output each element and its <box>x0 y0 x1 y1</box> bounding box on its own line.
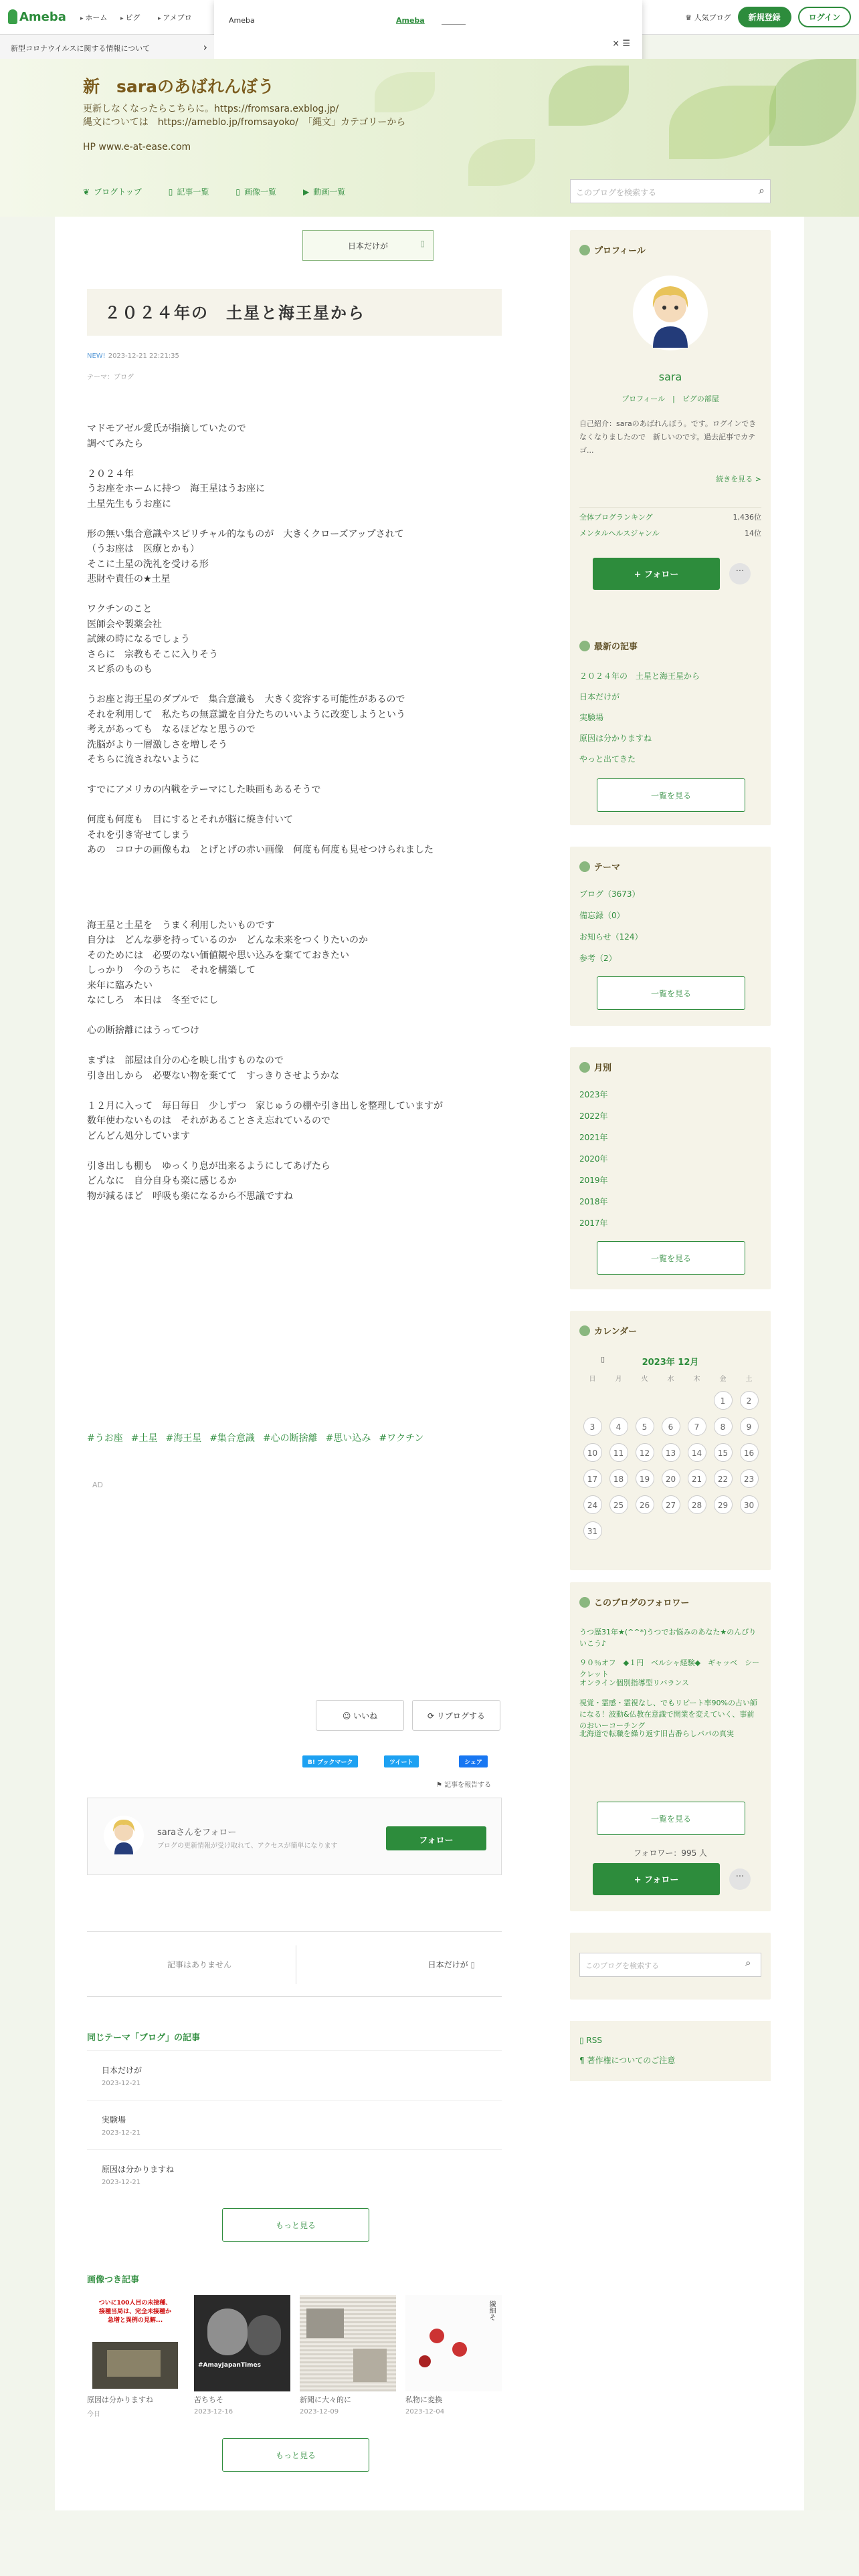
image-entry-date: 2023-12-09 <box>300 2408 339 2416</box>
theme-link[interactable]: お知らせ（124） <box>579 932 643 942</box>
entry-body <box>87 421 502 1219</box>
same-theme-more-button[interactable]: もっと見る <box>222 2208 369 2242</box>
profile-box <box>570 230 771 649</box>
calendar-day[interactable]: 19 <box>636 1469 654 1488</box>
calendar-day[interactable]: 14 <box>688 1443 706 1462</box>
calendar-cell <box>736 1465 762 1491</box>
covid-info-bar[interactable]: 新型コロナウイルスに関する情報について › <box>0 35 214 59</box>
calendar-cell <box>684 1413 710 1439</box>
same-theme-date: 2023-12-21 <box>102 2179 141 2186</box>
header-search-input[interactable]: このブログを検索する ⌕ <box>570 179 771 203</box>
month-link[interactable]: 2022年 <box>579 1111 608 1121</box>
nav-ameblo[interactable]: ▸ アメブロ <box>158 12 192 23</box>
side-search-input[interactable]: このブログを検索する <box>579 1953 761 1977</box>
thumbnail-image: 繊細そ <box>405 2295 502 2391</box>
copyright-link[interactable]: ¶ 著作権についてのご注意 <box>579 2056 676 2065</box>
blog-nav <box>83 186 345 197</box>
calendar-day[interactable]: 1 <box>714 1391 733 1410</box>
leaf-icon <box>579 641 590 651</box>
calendar-cell <box>736 1387 762 1413</box>
calendar-day[interactable]: 30 <box>740 1495 759 1514</box>
calendar-day[interactable]: 7 <box>688 1417 706 1436</box>
sidebar-footer-links <box>570 2021 771 2081</box>
blog-description-3: HP www.e-at-ease.com <box>83 142 191 152</box>
month-link[interactable]: 2021年 <box>579 1133 608 1142</box>
month-link[interactable]: 2019年 <box>579 1176 608 1185</box>
followers-heading: このブログのフォロワー <box>579 1596 689 1608</box>
calendar-cell <box>579 1413 605 1439</box>
monthly-more-button[interactable]: 一覧を見る <box>597 1241 745 1275</box>
entry-date <box>87 352 179 360</box>
reblog-icon: ⟳ <box>427 1711 437 1721</box>
rss-link[interactable]: ▯ RSS <box>579 2036 602 2045</box>
search-icon[interactable]: ⌕ <box>745 1957 751 1969</box>
monthly-heading: 月別 <box>579 1061 611 1073</box>
follow-box <box>87 1798 502 1875</box>
image-entries-heading: 画像つき記事 <box>87 2275 140 2285</box>
popup-divider <box>442 24 466 25</box>
more-options-button[interactable]: ··· <box>729 1868 751 1890</box>
entry-paragraph: 心の断捨離にはうってつけ <box>87 1025 199 1036</box>
theme-link[interactable]: 参考（2） <box>579 954 617 963</box>
calendar-cell <box>710 1465 736 1491</box>
leaf-icon <box>579 1597 590 1608</box>
image-entry-title: 新聞に大々的に <box>300 2395 351 2404</box>
calendar-day[interactable]: 2 <box>740 1391 759 1410</box>
nav-video-list[interactable]: ▶ 動画一覧 <box>302 187 346 197</box>
weekday-label: 金 <box>719 1375 727 1383</box>
calendar-day[interactable]: 11 <box>609 1443 628 1462</box>
image-entry-date: 2023-12-16 <box>194 2408 233 2416</box>
latest-entry-link[interactable]: やっと出てきた <box>579 754 636 764</box>
calendar-day[interactable]: 9 <box>740 1417 759 1436</box>
calendar-table <box>579 1368 762 1543</box>
nav-entry-list[interactable]: ▯ 記事一覧 <box>168 187 209 197</box>
calendar-cell <box>736 1491 762 1517</box>
popup-title: Ameba <box>229 16 255 25</box>
calendar-day[interactable]: 18 <box>609 1469 628 1488</box>
profile-name[interactable]: sara <box>658 370 682 383</box>
calendar-day[interactable]: 26 <box>636 1495 654 1514</box>
pigg-room-link[interactable]: ピグの部屋 <box>682 395 719 403</box>
entry-paragraph: すでにアメリカの内戦をテーマにした映画もあるそうで <box>87 784 321 795</box>
nav-image-list[interactable]: ▯ 画像一覧 <box>235 187 276 197</box>
followers-box <box>570 1582 771 1911</box>
ranking-row[interactable]: メンタルヘルスジャンル 14位 <box>579 529 761 538</box>
same-theme-title: 原因は分かりますね <box>102 2165 175 2174</box>
calendar-prev-icon[interactable]: ▯ <box>601 1355 605 1364</box>
month-link[interactable]: 2020年 <box>579 1154 608 1164</box>
same-theme-heading: 同じテーマ「ブログ」の記事 <box>87 2033 201 2043</box>
follower-count: フォロワー：995 人 <box>633 1848 708 1858</box>
calendar-cell <box>632 1491 658 1517</box>
calendar-cell <box>632 1413 658 1439</box>
hashtag-link[interactable]: #集合意識 <box>209 1433 255 1444</box>
calendar-cell <box>736 1517 762 1543</box>
same-theme-date: 2023-12-21 <box>102 2080 141 2087</box>
calendar-cell <box>632 1517 658 1543</box>
leaf-icon <box>579 861 590 872</box>
profile-follow-button[interactable]: + フォロー <box>593 558 720 590</box>
same-theme-date: 2023-12-21 <box>102 2129 141 2137</box>
calendar-day[interactable]: 6 <box>662 1417 680 1436</box>
calendar-day[interactable]: 12 <box>636 1443 654 1462</box>
profile-intro: 自己紹介：saraのあばれんぼう。です。ログインできなくなりましたので 新しいのです。過去記事でカテゴ... <box>579 419 757 455</box>
profile-heading: プロフィール <box>579 243 646 256</box>
calendar-cell <box>684 1517 710 1543</box>
followers-follow-button[interactable]: + フォロー <box>593 1863 720 1895</box>
same-theme-row[interactable] <box>87 2149 502 2197</box>
hashtag-link[interactable]: #心の断捨離 <box>262 1433 318 1444</box>
calendar-day[interactable]: 16 <box>740 1443 759 1462</box>
calendar-cell <box>605 1491 632 1517</box>
leaf-decoration <box>669 86 776 159</box>
leaf-icon <box>579 245 590 255</box>
calendar-cell <box>658 1517 684 1543</box>
follower-link[interactable]: ９０％オフ ◆１円 ベルシャ経験◆ ギャッベ シークレット <box>579 1658 760 1679</box>
image-entry-card[interactable] <box>300 2295 396 2416</box>
follower-link[interactable]: 北海道で転職を繰り返す旧吉番らしバパの真実 <box>579 1729 734 1738</box>
image-entry-date: 今日 <box>87 2411 100 2418</box>
latest-more-button[interactable]: 一覧を見る <box>597 778 745 812</box>
entry-paragraph: うお座と海王星のダブルで 集合意識も 大きく変容する可能性があるので それを利用して 私たちの無意識を自分たちのいいように改変しようという 考えがあっても なるほどなと思うので 洗脳がより一層激しさを増しそう そちらに流されないように <box>87 694 405 765</box>
weekday-label: 火 <box>641 1375 648 1383</box>
calendar-cell <box>684 1439 710 1465</box>
image-entry-title: 原因は分かりますね <box>87 2395 153 2404</box>
calendar-cell <box>632 1465 658 1491</box>
follow-subtext: ブログの更新情報が受け取れて、アクセスが簡単になります <box>157 1842 338 1850</box>
same-theme-title: 日本だけが <box>102 2066 142 2075</box>
avatar <box>104 1816 144 1856</box>
calendar-cell <box>579 1387 605 1413</box>
date-text: 2023-12-21 22:21:35 <box>108 352 179 360</box>
leaf-icon <box>579 1325 590 1336</box>
thumbnail-image: ついに100人目の未接種、 接種当局は、完全未接種か 急増と異例の見解... <box>87 2295 183 2391</box>
leaf-decoration <box>549 66 629 126</box>
entry-paragraph: まずは 部屋は自分の心を映し出すものなので 引き出しから 必要ない物を棄てて すっきりさせようかな <box>87 1055 340 1081</box>
popup-link[interactable]: Ameba <box>396 16 425 25</box>
hashtag-link[interactable]: #うお座 <box>87 1433 123 1444</box>
calendar-cell <box>605 1517 632 1543</box>
signup-button[interactable]: 新規登録 <box>738 7 791 27</box>
calendar-cell <box>710 1387 736 1413</box>
blog-description-2: 縄文については https://ameblo.jp/fromsayoko/ 「縄文」カテゴリーから <box>83 117 406 128</box>
calendar-cell <box>684 1387 710 1413</box>
profile-link[interactable]: プロフィール <box>622 395 666 403</box>
ameba-figure-icon <box>8 9 17 24</box>
next-entry[interactable]: 日本だけが ▯ <box>428 1959 475 1970</box>
calendar-month: 2023年 12月 <box>642 1358 699 1368</box>
prev-entry: 記事はありません <box>167 1960 232 1969</box>
weekday-label: 日 <box>589 1375 596 1383</box>
calendar-day[interactable]: 28 <box>688 1495 706 1514</box>
calendar-day[interactable]: 25 <box>609 1495 628 1514</box>
ranking-list <box>579 507 761 544</box>
followers-more-button[interactable]: 一覧を見る <box>597 1802 745 1835</box>
entry-paragraph: 何度も何度も 目にするとそれが脳に焼き付いて それを引き寄せてしまう あの コロナの画像もね とげとげの赤い画像 何度も何度も見せつけられました <box>87 815 434 855</box>
calendar-day[interactable]: 22 <box>714 1469 733 1488</box>
entry-paragraph: ワクチンのこと 医師会や製薬会社 試練の時になるでしょう さらに 宗教もそこに入りそう スピ系のものも <box>87 604 218 675</box>
document-icon: ▯ <box>168 187 173 197</box>
calendar-cell <box>736 1439 762 1465</box>
calendar-cell <box>579 1491 605 1517</box>
latest-entry-link[interactable]: 実験場 <box>579 713 604 722</box>
calendar-cell <box>579 1465 605 1491</box>
copyright-icon: ¶ <box>579 2056 587 2065</box>
image-entries-more-button[interactable]: もっと見る <box>222 2438 369 2472</box>
next-entry-tab[interactable]: 日本だけが ▯ <box>302 230 434 261</box>
follow-title: saraさんをフォロー <box>157 1828 237 1838</box>
image-entry-card[interactable] <box>87 2295 183 2418</box>
flag-icon: ⚑ <box>436 1782 445 1789</box>
entry-pager <box>87 1931 502 1997</box>
profile-links: プロフィール | ピグの部屋 <box>622 395 719 403</box>
calendar-day[interactable]: 24 <box>583 1495 602 1514</box>
leaf-icon: ❦ <box>83 187 90 197</box>
calendar-day[interactable]: 4 <box>609 1417 628 1436</box>
calendar-cell <box>710 1413 736 1439</box>
video-icon: ▶ <box>302 187 310 197</box>
calendar-day[interactable]: 10 <box>583 1443 602 1462</box>
more-options-button[interactable]: ··· <box>729 563 751 584</box>
weekday-label: 木 <box>693 1375 700 1383</box>
calendar-cell <box>632 1387 658 1413</box>
image-entry-card[interactable] <box>194 2295 290 2416</box>
entry-paragraph: ２０２４年 うお座をホームに持つ 海王星はうお座に 土星先生もうお座に <box>87 468 265 510</box>
calendar-day[interactable]: 31 <box>583 1521 602 1540</box>
image-entry-card[interactable] <box>405 2295 502 2416</box>
calendar-cell <box>605 1465 632 1491</box>
same-theme-title: 実験場 <box>102 2115 126 2125</box>
calendar-day[interactable]: 23 <box>740 1469 759 1488</box>
entry-paragraph: 海王星と土星を うまく利用したいものです 自分は どんな夢を持っているのか どんな未来をつくりたいのか そのためには 必要のない価値観や思い込みを棄てておきたい しっかり 今のうちに それを構築して 来年に臨みたい なにしろ 本日は 冬至でにし <box>87 920 368 1006</box>
ranking-link[interactable] <box>685 12 731 23</box>
image-icon: ▯ <box>235 187 240 197</box>
close-icon[interactable]: × ☰ <box>612 39 630 49</box>
hashtag-link[interactable]: #土星 <box>130 1433 158 1444</box>
image-entry-date: 2023-12-04 <box>405 2408 445 2416</box>
latest-entry-link[interactable]: 日本だけが <box>579 692 620 702</box>
like-button[interactable]: ☺ いいね <box>316 1700 404 1731</box>
weekday-label: 水 <box>667 1375 674 1383</box>
crown-icon: ♛ <box>685 13 694 22</box>
latest-entry-link[interactable]: 原因は分かりますね <box>579 734 652 743</box>
leaf-decoration <box>375 72 435 112</box>
ranking-row[interactable]: 全体ブログランキング 1,436位 <box>579 513 761 522</box>
entry-paragraph <box>87 873 502 903</box>
theme-link[interactable]: ブログ（3673） <box>579 889 640 899</box>
theme-heading: テーマ <box>579 860 620 873</box>
leaf-icon <box>579 1062 590 1073</box>
follower-link[interactable]: うつ歴31年★(^^*)うつでお悩みのあなた★のんびりいこう♪ <box>579 1628 757 1648</box>
thumbnail-image <box>300 2295 396 2391</box>
entry-paragraph: １２月に入って 毎日毎日 少しずつ 家じゅうの棚や引き出しを整理していますが 数年使わないものは それがあることさえ忘れているので どんどん処分しています <box>87 1100 443 1142</box>
hashtag-link[interactable]: #海王星 <box>165 1433 202 1444</box>
entry-paragraph: 形の無い集合意識やスピリチャル的なものが 大きくクローズアップされて （うお座は 医療とかも） そこに土星の洗礼を受ける形 悲財や責任の★土星 <box>87 528 404 584</box>
calendar-cell <box>658 1413 684 1439</box>
entry-paragraph: マドモアゼル愛氏が指摘していたので 調べてみたら <box>87 423 246 449</box>
image-entry-title: 苦ちちそ <box>194 2395 223 2404</box>
theme-link[interactable]: 備忘録（0） <box>579 911 625 920</box>
facebook-share-button[interactable]: シェア <box>459 1755 488 1767</box>
nav-pigg[interactable]: ▸ ピグ <box>120 12 140 23</box>
same-theme-row[interactable] <box>87 2100 502 2148</box>
leaf-decoration <box>769 59 856 146</box>
thumbnail-image: #AmayJapanTimes <box>194 2295 290 2391</box>
login-button[interactable]: ログイン <box>798 7 851 27</box>
tweet-button[interactable]: ツイート <box>384 1755 419 1767</box>
calendar-cell <box>605 1439 632 1465</box>
calendar-cell <box>710 1517 736 1543</box>
latest-entry-link[interactable]: ２０２４年の 土星と海王星から <box>579 671 700 681</box>
hashtag-link[interactable]: #ワクチン <box>379 1433 424 1444</box>
nav-blog-top[interactable]: ❦ ブログトップ <box>83 187 142 197</box>
calendar-day[interactable]: 15 <box>714 1443 733 1462</box>
entry-theme[interactable]: テーマ：ブログ <box>87 374 134 381</box>
calendar-cell <box>658 1387 684 1413</box>
side-search-box <box>570 1933 771 2000</box>
calendar-day[interactable]: 21 <box>688 1469 706 1488</box>
weekday-label: 月 <box>615 1375 622 1383</box>
blog-description-1: 更新しなくなったらこちらに。https://fromsara.exblog.jp/ <box>83 104 339 114</box>
hashtag-link[interactable]: #思い込み <box>325 1433 371 1444</box>
theme-box <box>570 847 771 1026</box>
blog-title[interactable]: 新 saraのあばれんぼう <box>83 77 274 96</box>
ranking-label: 人気ブログ <box>694 13 731 22</box>
follower-link[interactable]: 視覚・霊感・霊視なし、でもリピート率90%の占い師になる！波動&仏教在意識で開業を変えていく、事前のおいーコーチング <box>579 1699 758 1730</box>
calendar-cell <box>684 1491 710 1517</box>
calendar-cell <box>710 1439 736 1465</box>
new-badge: NEW! <box>87 352 106 360</box>
ameba-logo[interactable] <box>8 9 66 24</box>
latest-entries-box <box>570 626 771 825</box>
calendar-day[interactable]: 17 <box>583 1469 602 1488</box>
calendar-day[interactable]: 3 <box>583 1417 602 1436</box>
entry-title[interactable]: ２０２４年の 土星と海王星から <box>87 289 502 336</box>
calendar-cell <box>579 1517 605 1543</box>
calendar-cell <box>579 1439 605 1465</box>
profile-more-link[interactable]: 続きを見る > <box>716 475 761 484</box>
smile-icon: ☺ <box>342 1711 354 1721</box>
month-link[interactable]: 2018年 <box>579 1197 608 1206</box>
calendar-cell <box>658 1439 684 1465</box>
entry-paragraph: 引き出しも棚も ゆっくり息が出来るようにしてあげたら どんなに 自分自身も楽に感じるか 物が減るほど 呼吸も楽になるから不思議ですね <box>87 1160 330 1202</box>
report-link[interactable]: ⚑ 記事を報告する <box>436 1782 492 1789</box>
calendar-cell <box>684 1465 710 1491</box>
calendar-heading: カレンダー <box>579 1324 637 1337</box>
footer-band <box>0 2510 859 2576</box>
leaf-decoration <box>468 139 535 186</box>
calendar-cell <box>736 1413 762 1439</box>
theme-more-button[interactable]: 一覧を見る <box>597 976 745 1010</box>
logo-text: Ameba <box>19 10 66 24</box>
calendar-cell <box>658 1465 684 1491</box>
calendar-cell <box>632 1439 658 1465</box>
month-link[interactable]: 2017年 <box>579 1218 608 1228</box>
calendar-day[interactable]: 5 <box>636 1417 654 1436</box>
calendar-day[interactable]: 29 <box>714 1495 733 1514</box>
rss-icon: ▯ <box>579 2036 587 2045</box>
calendar-day[interactable]: 13 <box>662 1443 680 1462</box>
ad-label: AD <box>92 1481 103 1489</box>
calendar-cell <box>710 1491 736 1517</box>
hatena-bookmark-button[interactable]: B! ブックマーク <box>302 1755 358 1767</box>
weekday-label: 土 <box>745 1375 753 1383</box>
calendar-box <box>570 1311 771 1570</box>
follower-link[interactable]: オンライン個別指導型リバランス <box>579 1679 690 1687</box>
same-theme-row[interactable] <box>87 2050 502 2099</box>
follow-button[interactable]: フォロー <box>386 1826 486 1850</box>
hashtag-list <box>87 1431 423 1444</box>
calendar-cell <box>605 1387 632 1413</box>
latest-heading: 最新の記事 <box>579 639 638 652</box>
nav-home[interactable]: ▸ ホーム <box>80 12 107 23</box>
reblog-button[interactable]: ⟳ リブログする <box>412 1700 500 1731</box>
calendar-cell <box>605 1413 632 1439</box>
calendar-cell <box>658 1491 684 1517</box>
month-link[interactable]: 2023年 <box>579 1090 608 1099</box>
calendar-day[interactable]: 20 <box>662 1469 680 1488</box>
profile-avatar[interactable] <box>633 276 708 350</box>
calendar-day[interactable]: 27 <box>662 1495 680 1514</box>
monthly-box <box>570 1047 771 1289</box>
image-entry-title: 私物に変換 <box>405 2395 442 2404</box>
calendar-day[interactable]: 8 <box>714 1417 733 1436</box>
